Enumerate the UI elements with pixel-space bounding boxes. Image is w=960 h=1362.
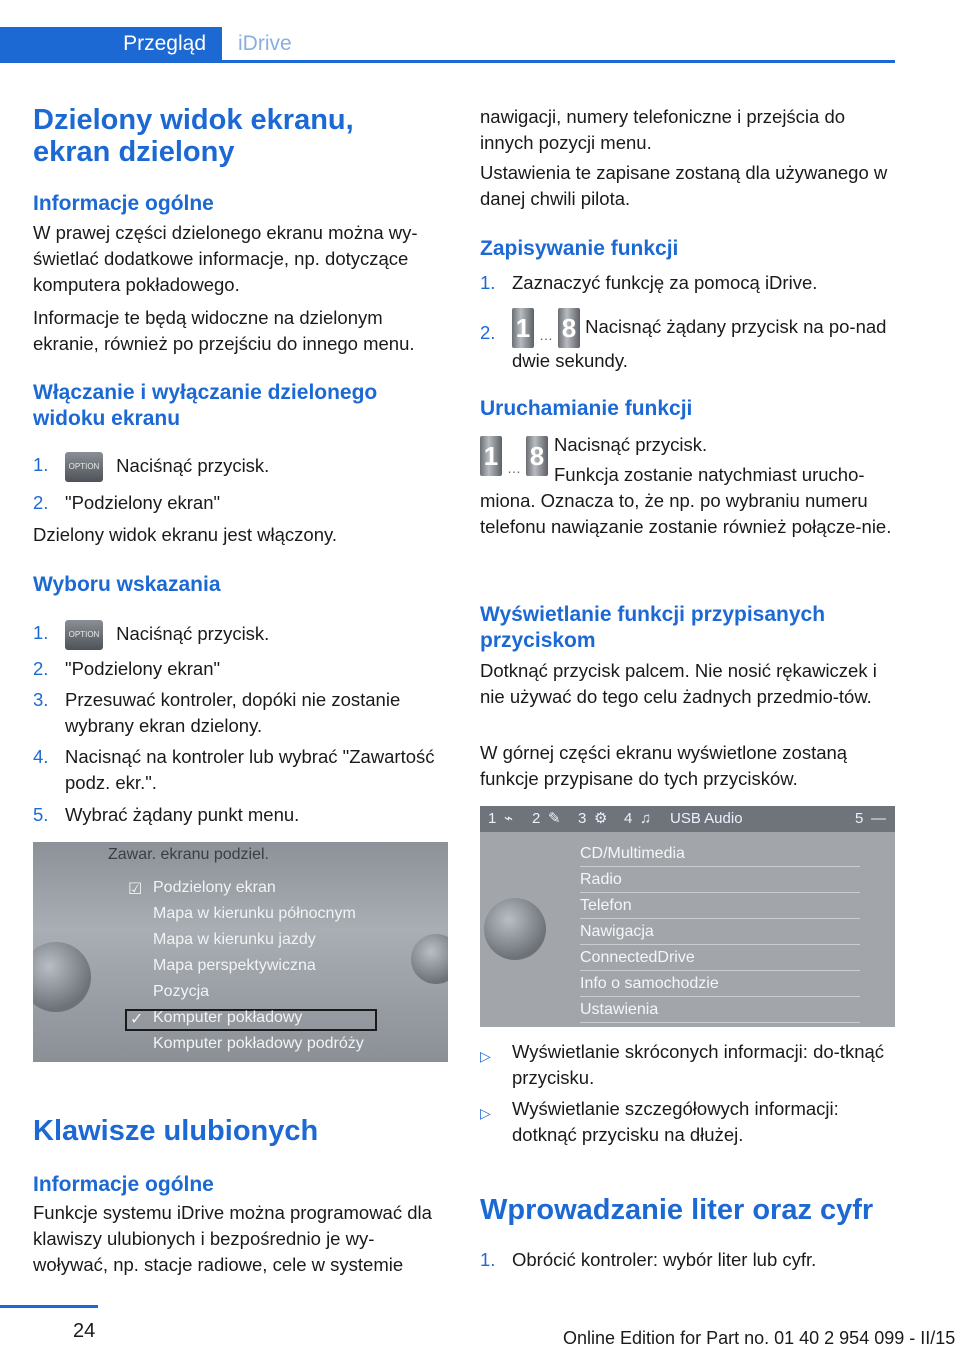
right-knob-icon: [411, 934, 448, 984]
edition-note: Online Edition for Part no. 01 40 2 954 099 - II/15: [563, 1328, 956, 1348]
bullet-text: Wyświetlanie skróconych informacji: do‐tknąć przycisku.: [512, 1041, 885, 1088]
controller-knob-icon: [33, 942, 91, 1012]
heading-show-functions: Wyświetlanie funkcji przypisanych przyciskom: [480, 603, 826, 652]
step-text: Zaznaczyć funkcję za pomocą iDrive.: [512, 272, 818, 293]
heading-save-function: Zapisywanie funkcji: [480, 237, 679, 260]
list-item: [33, 490, 449, 516]
triangle-bullet-icon: ▷: [480, 1105, 491, 1121]
key-8-icon: 8: [558, 308, 580, 348]
ellipsis-icon: …: [539, 327, 553, 343]
music-icon: ♫: [640, 810, 652, 827]
menu-item[interactable]: Komputer pokładowy podróży: [153, 1035, 364, 1052]
menu-item-selected[interactable]: Komputer pokładowy: [153, 1009, 303, 1026]
checkmark-icon: ✓: [130, 1011, 144, 1028]
step-text: Naciśnąć przycisk.: [116, 454, 270, 476]
option-button-icon: OPTION: [65, 620, 103, 650]
step-text: Naciśnąć przycisk.: [116, 622, 270, 644]
heading-enter-letters: Wprowadzanie liter oraz cyfr: [480, 1194, 874, 1226]
step-text: Wybrać żądany punkt menu.: [65, 804, 300, 825]
list-number: 2.: [33, 658, 49, 679]
menu-item[interactable]: Ustawienia: [580, 997, 860, 1023]
list-number: 2.: [480, 322, 496, 343]
page-header: [0, 27, 895, 63]
menu-item[interactable]: Mapa perspektywiczna: [153, 957, 316, 974]
heading-general-info-2: Informacje ogólne: [33, 1173, 214, 1196]
paragraph-touch-button: Dotknąć przycisk palcem. Nie nosić rękawiczek i nie używać do tego celu żadnych przedmio‐tów.: [480, 660, 877, 707]
heading-toggle-split: Włączanie i wyłączanie dzielonego widoku ekranu: [33, 381, 378, 430]
paragraph-favorites-intro: Funkcje systemu iDrive można programować dla klawiszy ulubionych i bezpośrednio je wy‐woływać, np. stacje radiowe, cele w systemie: [33, 1202, 432, 1275]
menu-item[interactable]: Info o samochodzie: [580, 971, 860, 997]
paragraph-favorites-cont: nawigacji, numery telefoniczne i przejścia do innych pozycji menu.: [480, 106, 846, 153]
list-number: 1.: [33, 622, 49, 643]
list-number: 1.: [480, 272, 496, 293]
list-item: [480, 1247, 896, 1273]
key-1-icon: 1: [512, 308, 534, 348]
list-item: [480, 270, 896, 296]
list-item: [33, 452, 449, 482]
fav-key-5[interactable]: 5: [855, 810, 864, 827]
ellipsis-icon: …: [507, 460, 521, 476]
paragraph-split-persist: Informacje te będą widoczne na dzielonym ekranie, również po przejściu do innego menu.: [33, 307, 415, 354]
screen-title: Zawar. ekranu podziel.: [108, 846, 269, 863]
heading-general-info: Informacje ogólne: [33, 192, 214, 215]
list-item: [480, 308, 896, 374]
list-item: [33, 656, 449, 682]
menu-item[interactable]: Mapa w kierunku jazdy: [153, 931, 316, 948]
heading-split-screen: Dzielony widok ekranu, ekran dzielony: [33, 104, 354, 168]
list-number: 5.: [33, 804, 49, 825]
bullet-text: Wyświetlanie szczegółowych informacji: dotknąć przycisku na dłużej.: [512, 1098, 839, 1145]
triangle-bullet-icon: ▷: [480, 1048, 491, 1064]
heading-favorite-keys: Klawisze ulubionych: [33, 1115, 319, 1147]
fav-key-3[interactable]: 3: [578, 810, 587, 827]
link-icon: ✎: [548, 810, 561, 827]
step-text: "Podzielony ekran": [65, 492, 221, 513]
step-text: Nacisnąć żądany przycisk na po‐nad dwie sekundy.: [512, 315, 887, 371]
fav-key-4[interactable]: 4: [624, 810, 633, 827]
step-text: Przesuwać kontroler, dopóki nie zostanie wybrany ekran dzielony.: [65, 689, 401, 736]
key-1-icon: 1: [480, 436, 502, 476]
tab-overview[interactable]: Przegląd: [0, 27, 222, 61]
list-item: [33, 802, 449, 828]
menu-item[interactable]: Nawigacja: [580, 919, 860, 945]
bullet-item: [480, 1039, 896, 1091]
favorites-screen-screenshot: [480, 806, 895, 1027]
list-number: 1.: [33, 454, 49, 475]
fav-key-2[interactable]: 2: [532, 810, 541, 827]
fav-label-usb-audio[interactable]: USB Audio: [670, 810, 743, 827]
fav-key-1[interactable]: 1: [488, 810, 497, 827]
key-8-icon: 8: [526, 436, 548, 476]
list-number: 4.: [33, 746, 49, 767]
tab-idrive[interactable]: iDrive: [238, 32, 292, 55]
list-item: [33, 620, 449, 650]
option-button-icon: OPTION: [65, 452, 103, 482]
step-text: Obrócić kontroler: wybór liter lub cyfr.: [512, 1249, 817, 1270]
gear-icon: ⚙: [594, 810, 608, 827]
heading-run-function: Uruchamianie funkcji: [480, 397, 693, 420]
phone-signal-icon: ⌁: [504, 810, 514, 827]
footer-rule: [0, 1305, 98, 1308]
paragraph-split-enabled: Dzielony widok ekranu jest włączony.: [33, 524, 338, 545]
list-item: [33, 744, 449, 796]
menu-item[interactable]: Podzielony ekran: [153, 879, 276, 896]
menu-item[interactable]: CD/Multimedia: [580, 841, 860, 867]
empty-slot-icon: —: [871, 810, 886, 827]
split-screen-menu-screenshot: [33, 842, 448, 1062]
list-number: 2.: [33, 492, 49, 513]
step-text: "Podzielony ekran": [65, 658, 221, 679]
paragraph-top-display: W górnej części ekranu wyświetlone zostaną funkcje przypisane do tych przycisków.: [480, 742, 848, 789]
menu-item[interactable]: Mapa w kierunku północnym: [153, 905, 356, 922]
page-number: 24: [73, 1320, 96, 1342]
list-number: 1.: [480, 1249, 496, 1270]
favorites-bar: [480, 806, 895, 832]
list-item: [33, 687, 449, 739]
menu-item[interactable]: Radio: [580, 867, 860, 893]
controller-knob-icon: [484, 898, 546, 960]
menu-item[interactable]: Pozycja: [153, 983, 210, 1000]
menu-item[interactable]: Telefon: [580, 893, 860, 919]
paragraph-run-immediately: Funkcja zostanie natychmiast urucho‐miona. Oznacza to, że np. po wybraniu numeru telefonu nawiązanie zostanie również połącze‐nie.: [480, 464, 892, 537]
bullet-item: [480, 1096, 896, 1148]
paragraph-split-intro: W prawej części dzielonego ekranu można wy‐świetlać dodatkowe informacje, np. dotyczące komputera pokładowego.: [33, 222, 418, 295]
heading-select-display: Wyboru wskazania: [33, 573, 221, 596]
paragraph-press-button: Nacisnąć przycisk.: [554, 434, 708, 455]
list-number: 3.: [33, 689, 49, 710]
step-text: Nacisnąć na kontroler lub wybrać "Zawartość podz. ekr.".: [65, 746, 435, 793]
menu-item[interactable]: ConnectedDrive: [580, 945, 860, 971]
checkbox-icon: ☑: [128, 881, 143, 898]
paragraph-settings-saved: Ustawienia te zapisane zostaną dla używanego w danej chwili pilota.: [480, 162, 888, 209]
